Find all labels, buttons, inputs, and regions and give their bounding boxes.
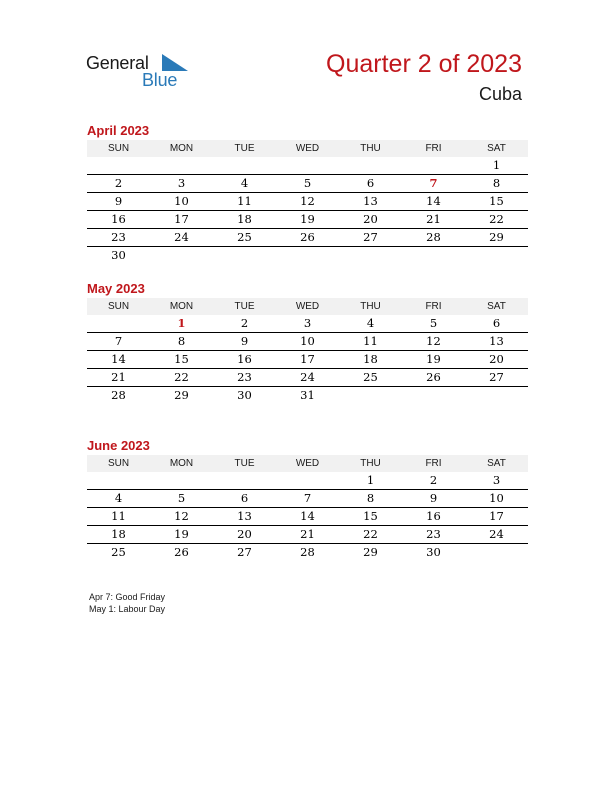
day-cell: 1 — [492, 158, 501, 172]
day-cell: 11 — [111, 509, 126, 523]
month-april — [87, 122, 528, 264]
day-cell: 29 — [174, 388, 189, 402]
month-title: May 2023 — [87, 281, 145, 296]
day-cell: 31 — [300, 388, 315, 402]
week-row — [87, 508, 528, 526]
day-cell: 16 — [237, 352, 252, 366]
day-cell: 10 — [174, 194, 189, 208]
day-cell: 10 — [489, 491, 504, 505]
day-cell: 16 — [111, 212, 126, 226]
day-cell: 18 — [237, 212, 252, 226]
day-cell: 22 — [174, 370, 189, 384]
day-cell: 17 — [300, 352, 315, 366]
day-cell: 5 — [429, 316, 438, 330]
month-june — [87, 437, 528, 561]
holiday-day-cell: 7 — [429, 176, 438, 190]
weekday-label: SAT — [487, 458, 506, 469]
day-cell: 26 — [426, 370, 441, 384]
day-cell: 20 — [489, 352, 504, 366]
weekday-header — [87, 298, 528, 315]
holiday-note: Apr 7: Good Friday — [89, 592, 166, 602]
empty-day-cell — [87, 315, 150, 332]
weekday-label: WED — [295, 301, 320, 312]
weekday-label: MON — [169, 143, 194, 154]
day-cell: 21 — [300, 527, 315, 541]
day-cell: 20 — [363, 212, 378, 226]
day-cell: 30 — [237, 388, 252, 402]
logo-text-general: General — [86, 53, 149, 73]
empty-day-cell — [87, 472, 150, 489]
empty-day-cell — [150, 247, 213, 264]
day-cell: 24 — [300, 370, 315, 384]
empty-day-cell — [150, 472, 213, 489]
day-cell: 19 — [300, 212, 315, 226]
day-cell: 18 — [111, 527, 126, 541]
day-cell: 12 — [300, 194, 315, 208]
day-cell: 11 — [237, 194, 252, 208]
day-cell: 18 — [363, 352, 378, 366]
day-cell: 13 — [363, 194, 378, 208]
weekday-label: SUN — [107, 143, 130, 154]
empty-day-cell — [402, 247, 465, 264]
weekday-label: THU — [360, 458, 381, 469]
empty-day-cell — [213, 472, 276, 489]
day-cell: 13 — [237, 509, 252, 523]
empty-day-cell — [402, 387, 465, 404]
day-cell: 3 — [303, 316, 312, 330]
weekday-label: WED — [295, 143, 320, 154]
holiday-day-cell: 1 — [177, 316, 186, 330]
day-cell: 12 — [174, 509, 189, 523]
day-cell: 25 — [363, 370, 378, 384]
day-cell: 23 — [111, 230, 126, 244]
month-title: June 2023 — [87, 438, 150, 453]
week-row — [87, 247, 528, 264]
weekday-label: SAT — [487, 301, 506, 312]
day-cell: 8 — [177, 334, 186, 348]
day-cell: 22 — [489, 212, 504, 226]
day-cell: 3 — [177, 176, 186, 190]
weekday-label: MON — [169, 458, 194, 469]
empty-day-cell — [276, 247, 339, 264]
day-cell: 6 — [366, 176, 375, 190]
empty-day-cell — [276, 472, 339, 489]
day-cell: 30 — [111, 248, 126, 262]
day-cell: 1 — [366, 473, 375, 487]
week-row — [87, 472, 528, 490]
day-cell: 13 — [489, 334, 504, 348]
weekday-label: FRI — [425, 458, 442, 469]
day-cell: 29 — [363, 545, 378, 559]
day-cell: 4 — [366, 316, 375, 330]
empty-day-cell — [87, 157, 150, 174]
page-title: Quarter 2 of 2023 — [326, 50, 522, 78]
empty-day-cell — [465, 544, 528, 561]
day-cell: 16 — [426, 509, 441, 523]
week-row — [87, 490, 528, 508]
day-cell: 14 — [111, 352, 126, 366]
week-rows — [87, 472, 528, 561]
week-row — [87, 351, 528, 369]
week-row — [87, 175, 528, 193]
day-cell: 8 — [366, 491, 375, 505]
day-cell: 27 — [237, 545, 252, 559]
day-cell: 15 — [363, 509, 378, 523]
empty-day-cell — [465, 247, 528, 264]
day-cell: 28 — [111, 388, 126, 402]
empty-day-cell — [339, 387, 402, 404]
day-cell: 23 — [237, 370, 252, 384]
week-row — [87, 211, 528, 229]
country-name: Cuba — [478, 84, 522, 104]
day-cell: 14 — [426, 194, 441, 208]
weekday-label: THU — [360, 301, 381, 312]
empty-day-cell — [402, 157, 465, 174]
day-cell: 25 — [237, 230, 252, 244]
day-cell: 29 — [489, 230, 504, 244]
weekday-label: WED — [295, 458, 320, 469]
weekday-label: SAT — [487, 143, 506, 154]
week-row — [87, 369, 528, 387]
day-cell: 6 — [492, 316, 501, 330]
day-cell: 5 — [177, 491, 186, 505]
day-cell: 27 — [489, 370, 504, 384]
day-cell: 6 — [240, 491, 249, 505]
day-cell: 24 — [174, 230, 189, 244]
day-cell: 26 — [300, 230, 315, 244]
logo-text-blue: Blue — [142, 70, 178, 90]
day-cell: 7 — [303, 491, 312, 505]
day-cell: 19 — [426, 352, 441, 366]
day-cell: 20 — [237, 527, 252, 541]
weekday-label: SUN — [107, 458, 130, 469]
day-cell: 26 — [174, 545, 189, 559]
brand-logo — [86, 53, 196, 89]
weekday-label: FRI — [425, 143, 442, 154]
day-cell: 3 — [492, 473, 501, 487]
holiday-note: May 1: Labour Day — [89, 604, 166, 614]
day-cell: 21 — [111, 370, 126, 384]
day-cell: 19 — [174, 527, 189, 541]
day-cell: 23 — [426, 527, 441, 541]
day-cell: 2 — [114, 176, 123, 190]
day-cell: 30 — [426, 545, 441, 559]
day-cell: 10 — [300, 334, 315, 348]
day-cell: 15 — [489, 194, 504, 208]
weekday-label: FRI — [425, 301, 442, 312]
empty-day-cell — [339, 247, 402, 264]
day-cell: 9 — [429, 491, 438, 505]
day-cell: 21 — [426, 212, 441, 226]
day-cell: 2 — [240, 316, 249, 330]
day-cell: 5 — [303, 176, 312, 190]
week-row — [87, 544, 528, 561]
day-cell: 7 — [114, 334, 123, 348]
week-row — [87, 157, 528, 175]
week-row — [87, 315, 528, 333]
month-may — [87, 280, 528, 404]
empty-day-cell — [150, 157, 213, 174]
weekday-label: MON — [169, 301, 194, 312]
weekday-label: TUE — [234, 458, 255, 469]
empty-day-cell — [339, 157, 402, 174]
week-row — [87, 333, 528, 351]
day-cell: 9 — [240, 334, 249, 348]
day-cell: 27 — [363, 230, 378, 244]
day-cell: 25 — [111, 545, 126, 559]
holiday-notes — [89, 591, 165, 615]
weekday-label: THU — [360, 143, 381, 154]
empty-day-cell — [213, 247, 276, 264]
day-cell: 24 — [489, 527, 504, 541]
day-cell: 22 — [363, 527, 378, 541]
day-cell: 12 — [426, 334, 441, 348]
week-row — [87, 193, 528, 211]
week-row — [87, 229, 528, 247]
day-cell: 4 — [114, 491, 123, 505]
empty-day-cell — [465, 387, 528, 404]
week-row — [87, 526, 528, 544]
day-cell: 4 — [240, 176, 249, 190]
weekday-header — [87, 455, 528, 472]
empty-day-cell — [213, 157, 276, 174]
day-cell: 17 — [489, 509, 504, 523]
week-rows — [87, 315, 528, 404]
day-cell: 14 — [300, 509, 315, 523]
day-cell: 28 — [300, 545, 315, 559]
day-cell: 2 — [429, 473, 438, 487]
day-cell: 17 — [174, 212, 189, 226]
week-rows — [87, 157, 528, 264]
weekday-label: SUN — [107, 301, 130, 312]
day-cell: 8 — [492, 176, 501, 190]
day-cell: 11 — [363, 334, 378, 348]
weekday-label: TUE — [234, 301, 255, 312]
day-cell: 15 — [174, 352, 189, 366]
day-cell: 9 — [114, 194, 123, 208]
empty-day-cell — [276, 157, 339, 174]
day-cell: 28 — [426, 230, 441, 244]
month-title: April 2023 — [87, 123, 150, 138]
weekday-label: TUE — [234, 143, 255, 154]
weekday-header — [87, 140, 528, 157]
week-row — [87, 387, 528, 404]
